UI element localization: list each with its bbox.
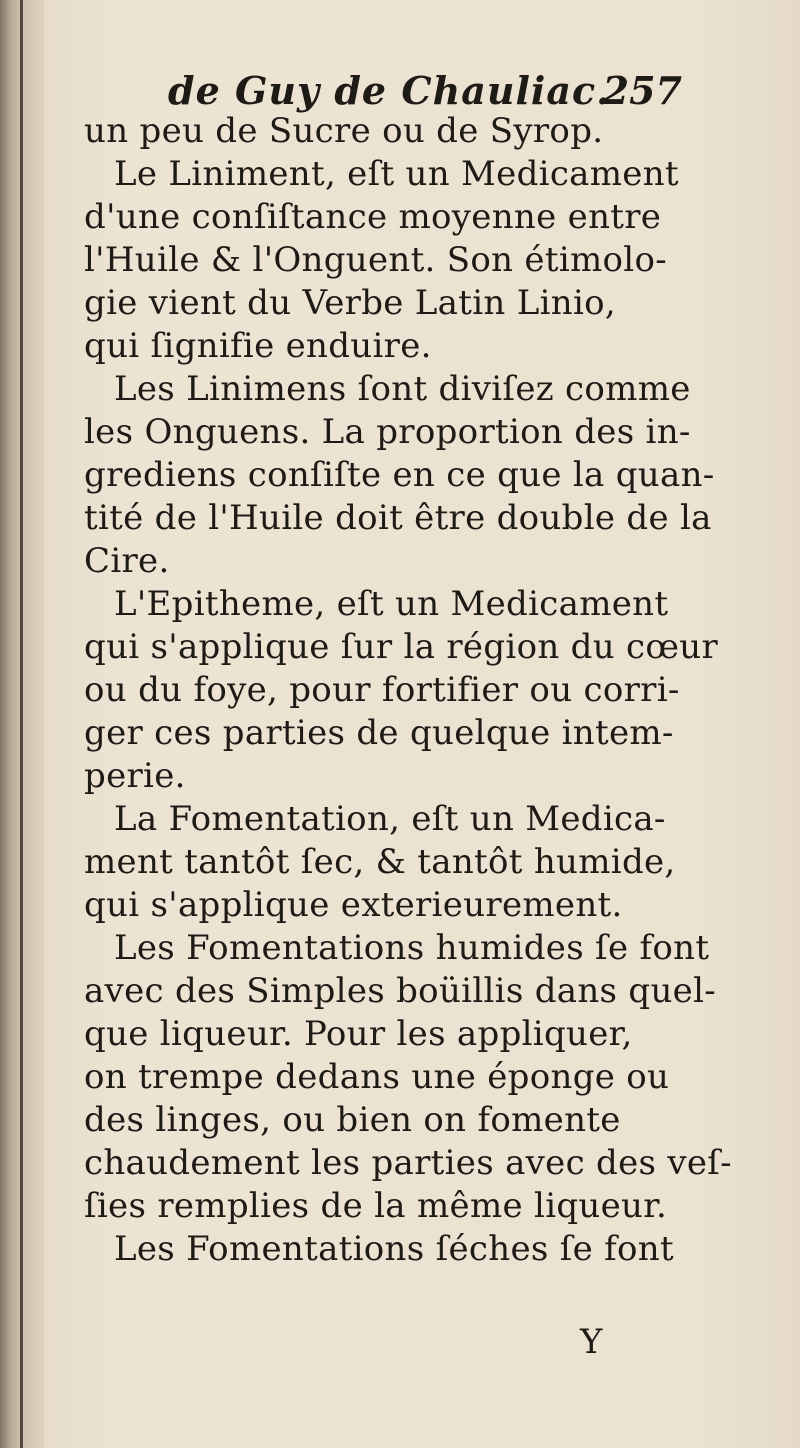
text-line: un peu de Sucre ou de Syrop. — [84, 111, 604, 151]
text-line: qui s'applique ſur la région du cœur — [84, 627, 719, 667]
text-line: qui ſignifie enduire. — [84, 326, 432, 366]
text-line: Les Fomentations ſéches ſe font — [114, 1229, 674, 1269]
text-line: des linges, ou bien on fomente — [84, 1100, 621, 1140]
text-line: qui s'applique exterieurement. — [84, 885, 623, 925]
text-line: Les Fomentations humides ſe font — [114, 928, 710, 968]
text-line: Le Liniment, eſt un Medicament — [114, 154, 679, 194]
text-line: avec des Simples boüillis dans quel- — [84, 971, 717, 1011]
text-line: Cire. — [84, 541, 170, 581]
text-line: ſies remplies de la même liqueur. — [84, 1186, 668, 1226]
binding-edge — [20, 0, 23, 1448]
text-line: Les Linimens ſont diviſez comme — [114, 369, 691, 409]
text-line: on trempe dedans une éponge ou — [84, 1057, 670, 1097]
text-line: gie vient du Verbe Latin Linio, — [84, 283, 616, 323]
text-line: ou du foye, pour fortifier ou corri- — [84, 670, 680, 710]
text-line: que liqueur. Pour les appliquer, — [84, 1014, 633, 1054]
text-line: tité de l'Huile doit être double de la — [84, 498, 712, 538]
text-line: d'une conſiſtance moyenne entre — [84, 197, 662, 237]
text-line: chaudement les parties avec des veſ- — [84, 1143, 732, 1183]
text-line: les Onguens. La proportion des in- — [84, 412, 691, 452]
running-head-title: de Guy de Chauliac. — [168, 68, 611, 113]
body-text — [84, 110, 784, 1271]
text-line: l'Huile & l'Onguent. Son étimolo- — [84, 240, 668, 280]
text-line: ger ces parties de quelque intem- — [84, 713, 674, 753]
text-line: ment tantôt ſec, & tantôt humide, — [84, 842, 676, 882]
page-number: 257 — [602, 68, 682, 113]
text-line: grediens conſiſte en ce que la quan- — [84, 455, 715, 495]
text-line: perie. — [84, 756, 186, 796]
catchword: Y — [580, 1322, 603, 1362]
text-line: L'Epitheme, eſt un Medicament — [114, 584, 669, 624]
text-line: La Fomentation, eſt un Medica- — [114, 799, 666, 839]
